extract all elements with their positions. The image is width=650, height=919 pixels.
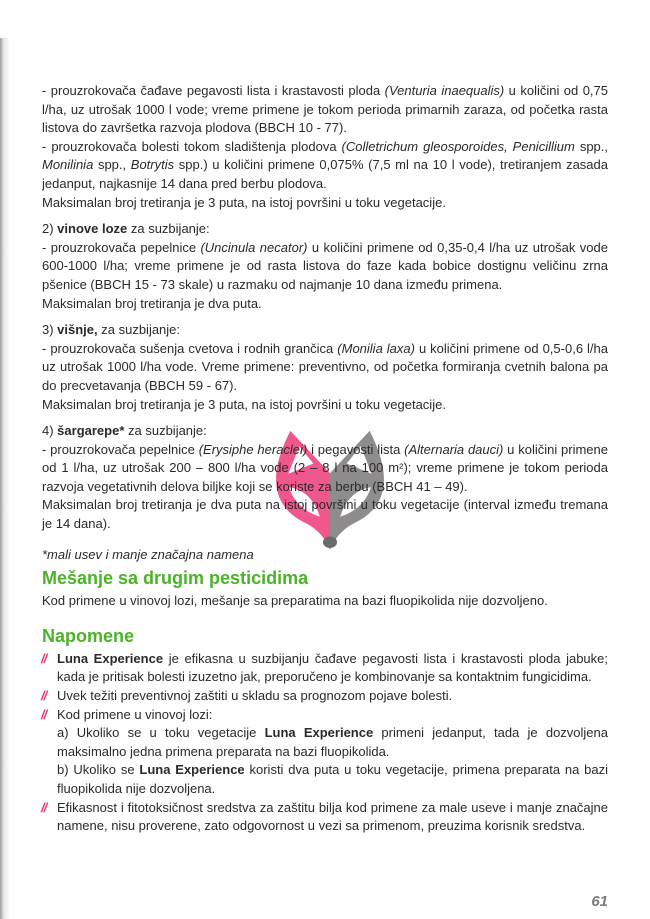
double-slash-bullet-icon: // <box>41 688 47 704</box>
text-run: b) Ukoliko se <box>57 762 140 778</box>
text-run: - prouzrokovača pepelnice <box>42 239 201 255</box>
double-slash-bullet-icon: // <box>41 706 47 722</box>
text-run: je efikasna u suzbijanju čađave pegavosti lista i krastavosti ploda jabuke; kada je pritisak bolesti izuzetno jak, preporučeno je kombinovanje sa kontaktnim fungicidima. <box>57 650 608 685</box>
text-run: Maksimalan broj tretiranja je dva puta. <box>42 295 262 311</box>
text-run: Kod primene u vinovoj lozi, mešanje sa preparatima na bazi fluopikolida nije dozvoljeno. <box>42 593 548 609</box>
text-run: 3) <box>42 322 58 338</box>
text-run: spp., <box>574 138 608 154</box>
text-run: koristi dva puta u toku vegetacije, primena preparata na bazi fluopikolida nije dozvoljena. <box>57 762 609 796</box>
text-run: a) Ukoliko se u toku vegetacije <box>57 725 265 741</box>
text-run: primeni jedanput, tada je dozvoljena maksimalno jedna primena preparata na bazi fluopikolida. <box>57 725 608 759</box>
text-run: - prouzrokovača čađave pegavosti lista i krastavosti ploda <box>42 83 385 98</box>
text-run: za suzbijanje: <box>127 221 210 237</box>
text-run: Maksimalan broj tretiranja je dva puta na istoj površini u toku vegetacije (interval između tremana je 14 dana). <box>42 497 608 532</box>
text-run: (Erysiphe heraclei) <box>198 441 308 457</box>
section-heading <box>42 625 608 647</box>
text-run: za suzbijanje: <box>97 322 181 338</box>
double-slash-bullet-icon: // <box>41 650 47 666</box>
footnote <box>42 546 608 565</box>
paragraph <box>42 441 608 497</box>
text-run: - prouzrokovača pepelnice <box>42 441 199 457</box>
spacer <box>42 212 608 220</box>
text-run: Efikasnost i fitotoksičnost sredstva za zaštitu bilja kod primene za male useve i manje značajne namene, nisu proverene, zato odgovornost u vezi sa primenom, preuzima korisnik sredstva. <box>57 799 608 834</box>
text-run: za suzbijanje: <box>124 423 207 439</box>
text-run: Maksimalan broj tretiranja je 3 puta, na istoj površini u toku vegetacije. <box>42 396 446 412</box>
text-run: Monilinia <box>42 157 94 173</box>
text-run: šargarepe* <box>57 423 125 439</box>
text-run: Luna Experience <box>264 725 374 741</box>
document-body <box>42 82 608 836</box>
paragraph <box>42 396 608 415</box>
text-run: (Alternaria dauci) <box>404 441 504 457</box>
text-run: Uvek težiti preventivnoj zaštiti u skladu sa prognozom pojave bolesti. <box>57 688 453 704</box>
page-number: 61 <box>591 893 608 910</box>
text-run: (Uncinula necator) <box>200 239 308 255</box>
paragraph <box>42 340 608 396</box>
text-run: Mešanje sa drugim pesticidima <box>42 568 309 589</box>
text-run: (Colletrichum gleosporoides, Penicillium <box>341 138 575 154</box>
note-sub-item <box>42 724 608 761</box>
text-run: i pegavosti lista <box>307 441 405 457</box>
text-run: u količini od 0,75 l/ha, uz utrošak 1000 l vode; vreme primene je tokom perioda primarnih zaraza, od početka rasta listova do završetka razvoja plodova (BBCH 10 - 77). <box>42 83 608 136</box>
spacer <box>42 313 608 321</box>
text-run: spp.) u količini primene 0,075% (7,5 ml na 10 l vode), tretiranjem zasada jedanput, najkasnije 14 dana pred berbu plodova. <box>42 157 608 191</box>
paragraph <box>42 82 608 138</box>
text-run: Luna Experience <box>139 762 245 778</box>
note-sub-item <box>42 761 608 798</box>
paragraph <box>42 321 608 340</box>
paragraph <box>42 138 608 194</box>
note-bullet-item <box>42 650 608 687</box>
text-run: Luna Experience <box>57 650 164 666</box>
text-run: Maksimalan broj tretiranja je 3 puta, na istoj površini u toku vegetacije. <box>42 194 446 210</box>
text-run: *mali usev i manje značajna namena <box>42 546 254 562</box>
text-run: (Monilia laxa) <box>337 340 415 356</box>
paragraph <box>42 239 608 295</box>
text-run: spp., <box>93 157 131 173</box>
text-run: u količini primene od 0,35-0,4 l/ha uz utrošak vode 600-1000 l/ha; vreme primene je od rasta listova do faze kada bobice dostignu veličinu zrna pšenice (BBCH 15 - 73 skale) u razmaku od najmanje 10 dana između primena. <box>42 239 609 292</box>
text-run: vinove loze <box>57 221 128 237</box>
double-slash-bullet-icon: // <box>41 799 47 815</box>
text-run: 4) <box>42 423 58 439</box>
text-run: Botrytis <box>130 157 175 173</box>
text-run: Napomene <box>42 625 135 646</box>
text-run: u količini primene od 0,5-0,6 l/ha uz utrošak 1000 l/ha vode. Vreme primene: preventivno, od početka formiranja cvetnih balona pa do precvetavanja (BBCH 59 - 67). <box>42 340 608 393</box>
paragraph <box>42 422 608 441</box>
text-run: (Venturia inaequalis) <box>384 83 505 98</box>
paragraph <box>42 295 608 314</box>
note-bullet-item <box>42 706 608 725</box>
text-run: - prouzrokovača sušenja cvetova i rodnih grančica <box>42 340 338 356</box>
paragraph <box>42 194 608 213</box>
paragraph <box>42 592 608 611</box>
paragraph <box>42 220 608 239</box>
scan-edge-shadow <box>0 38 10 919</box>
note-bullet-item <box>42 799 608 836</box>
note-bullet-item <box>42 687 608 706</box>
text-run: Kod primene u vinovoj lozi: <box>57 706 213 722</box>
text-run: 2) <box>42 221 58 237</box>
text-run: u količini primene od 1 l/ha, uz utrošak 200 – 800 l/ha vode (2 – 8 l na 100 m²); vreme primene je tokom perioda razvoja vegetativnih delova biljke koji se koriste za berbu (BBCH 41 – 49). <box>42 441 608 494</box>
paragraph <box>42 496 608 533</box>
spacer <box>42 414 608 422</box>
text-run: višnje, <box>57 322 98 338</box>
section-heading <box>42 567 608 589</box>
text-run: - prouzrokovača bolesti tokom sladištenja plodova <box>42 138 342 154</box>
